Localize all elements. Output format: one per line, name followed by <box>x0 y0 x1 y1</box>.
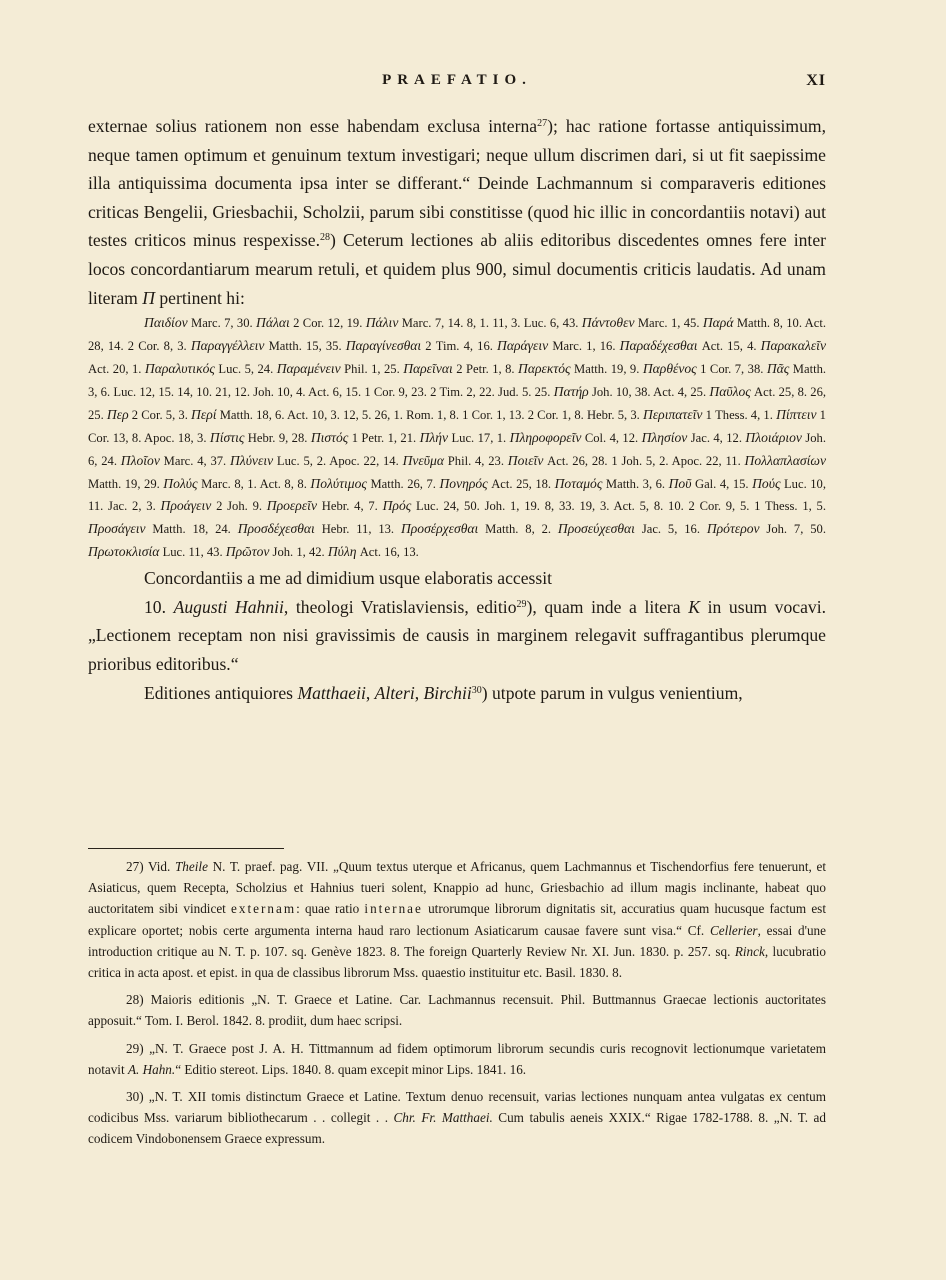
concordance-word: Πλήν <box>419 429 449 445</box>
item-number: 10. <box>144 596 174 617</box>
concordance-refs: Act. 26, 28. 1 Joh. 5, 2. Apoc. 22, 11. <box>543 453 745 468</box>
concordance-word: Παραμένειν <box>276 360 341 376</box>
concordance-word: Πλοιάριον <box>745 429 802 445</box>
text-run: Editiones antiquiores <box>144 682 298 703</box>
author-name: Chr. Fr. Matthaei. <box>393 1110 493 1126</box>
concordance-word: Πληροφορεῖν <box>509 429 582 445</box>
concordance-refs: Marc. 4, 37. <box>159 453 230 468</box>
concordance-word: Παῦλος <box>709 383 751 399</box>
concordance-refs: Joh. 7, 50. <box>759 522 826 537</box>
concordance-word: Πολύτιμος <box>310 475 367 491</box>
concordance-refs: Luc. 11, 43. <box>159 545 226 560</box>
author-name: Birchii <box>423 682 472 703</box>
concordance-refs: 1 Thess. 4, 1. <box>702 407 777 422</box>
concordance-word: Παρεῖναι <box>403 360 453 376</box>
text-run: in usum vocavi. „Lectionem receptam non nisi gravissimis de causis in marginem relegavit suffragantibus plerumque prioribus editoribus.“ <box>88 596 826 674</box>
text-run: , <box>414 682 424 703</box>
footnote-ref-28: 28 <box>319 232 330 244</box>
footnote-29 <box>88 1038 826 1080</box>
main-text <box>88 112 826 707</box>
concordance-refs: 2 Petr. 1, 8. <box>452 361 519 376</box>
footnote-ref-29: 29 <box>516 598 527 610</box>
concordance-refs: Matth. 19, 29. <box>88 476 164 491</box>
concordance-refs: Col. 4, 12. <box>581 430 642 445</box>
concordance-word: Περί <box>191 406 217 422</box>
concordance-refs: Act. 16, 13. <box>356 545 419 560</box>
running-head: PRAEFATIO. <box>382 72 532 88</box>
concordance-word: Πονηρός <box>439 475 488 491</box>
concordance-word: Προσεύχεσθαι <box>557 521 635 537</box>
concordance-refs: Hebr. 11, 13. <box>314 522 401 537</box>
concordance-word: Πάντοθεν <box>581 315 635 331</box>
concordance-refs: Act. 20, 1. <box>88 361 145 376</box>
concordance-word: Πρῶτον <box>225 544 270 560</box>
concordance-refs: Jac. 5, 16. <box>634 522 707 537</box>
concordance-word: Πύλη <box>327 544 357 560</box>
concordance-word: Προσάγειν <box>88 521 146 537</box>
concordance-refs: Matth. 18, 24. <box>145 522 238 537</box>
concordance-word: Πούς <box>752 475 781 491</box>
text-run: ), quam inde a litera <box>526 596 689 617</box>
text-run: , <box>365 682 375 703</box>
concordance-word: Πολλαπλασίων <box>744 452 826 468</box>
concordance-refs: 2 Joh. 9. <box>211 499 267 514</box>
concordance-refs: Gal. 4, 15. <box>691 476 753 491</box>
concordance-refs: Phil. 1, 25. <box>340 361 404 376</box>
concordance-refs: Jac. 4, 12. <box>687 430 746 445</box>
concordance-refs: Matth. 26, 7. <box>366 476 440 491</box>
concordance-word: Παρθένος <box>642 360 697 376</box>
concordance-refs: Luc. 5, 2. Apoc. 22, 14. <box>273 453 403 468</box>
footnote-30 <box>88 1086 826 1150</box>
concordance-refs: Marc. 1, 16. <box>548 339 620 354</box>
concordance-refs: Matth. 3, 6. <box>602 476 669 491</box>
letter-k: K <box>688 596 700 617</box>
concordance-refs: Marc. 1, 45. <box>634 316 703 331</box>
text-run: , lucubratio critica in acta apost. et epist. in qua de classibus librorum Mss. quaestio instituitur etc. Basil. 1830. 8. <box>88 943 827 981</box>
concordance-refs: Marc. 7, 14. 8, 1. 11, 3. Luc. 6, 43. <box>398 316 582 331</box>
text-run: N. T. praef. pag. VII. „Quum textus uterque et Africanus, quem Lachmannus et Tischendorfius fere tenuerunt, et Asiaticus, quem Recepta, Scholzius et Hahnius tueri solent, Knappio ad hunc, Griesbachio ad illum magis inclinante, habeat quo auctoritatem sibi vindicet <box>88 859 826 917</box>
concordance-word: Πάλαι <box>256 315 290 331</box>
concordance-refs: Luc. 5, 24. <box>214 361 277 376</box>
concordance-word: Προσέρχεσθαι <box>400 521 479 537</box>
concordance-refs: 2 Cor. 12, 19. <box>289 316 366 331</box>
author-name: Augusti Hahnii <box>173 596 284 617</box>
concordance-refs: Luc. 24, 50. Joh. 1, 19. 8, 33. 19, 3. Act. 5, 8. 10. 2 Cor. 9, 5. 1 Thess. 1, 5. <box>411 499 826 514</box>
concordance-word: Περιπατεῖν <box>643 406 703 422</box>
concordance-word: Πίστις <box>209 429 245 445</box>
concordance-list <box>88 312 826 564</box>
concordance-word: Παρακαλεῖν <box>760 338 826 354</box>
author-name: Alteri <box>374 682 415 703</box>
text-run: 30) „N. T. XII tomis distinctum Graece et Latine. Textum denuo recensuit, varias lectiones nunquam antea vulgatas ex centum codicibus Mss. variarum bibliothecarum . . collegit . . <box>88 1089 826 1126</box>
concordance-word: Παραλυτικός <box>144 360 215 376</box>
concordance-word: Παραγίνεσθαι <box>345 338 422 354</box>
author-name: Cellerier <box>709 922 758 938</box>
footnote-28: 28) Maioris editionis „N. T. Graece et Latine. Car. Lachmannus recensuit. Phil. Buttmannus Graecae lectionis auctoritates apposuit.“ Tom. I. Berol. 1842. 8. prodiit, dum haec scripsi. <box>88 992 826 1029</box>
author-name: Matthaeii <box>297 682 366 703</box>
concordance-word: Παρεκτός <box>518 360 571 376</box>
concordance-word: Πλύνειν <box>229 452 274 468</box>
concordance-refs: Phil. 4, 23. <box>443 453 508 468</box>
greek-letter: Π <box>142 287 155 308</box>
author-name: Theile <box>174 859 208 874</box>
concordance-refs: 1 Petr. 1, 21. <box>348 430 420 445</box>
concordance-word: Παιδίον <box>144 315 188 331</box>
concordance-word: Προερεῖν <box>266 498 317 514</box>
concordance-refs: 1 Cor. 7, 38. <box>696 361 767 376</box>
text-run: : quae ratio <box>296 901 365 917</box>
text-run: Cum tabulis aeneis XXIX.“ Rigae 1782-1788. 8. „N. T. ad codicem Vindobonensem Graece expressum. <box>88 1110 827 1147</box>
concordance-word: Παραγγέλλειν <box>190 338 265 354</box>
page-number: XI <box>806 72 826 89</box>
concordance-refs: Matth. 15, 35. <box>264 339 346 354</box>
spaced-word: externam <box>231 901 297 917</box>
paragraph-2: Concordantiis a me ad dimidium usque elaboratis accessit <box>144 568 552 589</box>
concordance-refs: Matth. 18, 6. Act. 10, 3. 12, 5. 26, 1. Rom. 1, 8. 1 Cor. 1, 13. 2 Cor. 1, 8. Hebr. 5, 3. <box>216 407 643 422</box>
text-run: , essai d'une introduction critique au N. T. p. 107. sq. Genève 1823. 8. The foreign Quarterly Review Nr. XI. Jun. 1830. p. 257. sq. <box>88 922 826 959</box>
concordance-word: Ποῦ <box>668 475 692 491</box>
concordance-refs: Matth. 19, 9. <box>570 361 643 376</box>
concordance-word: Πολύς <box>163 475 198 491</box>
concordance-refs: Hebr. 4, 7. <box>316 499 383 514</box>
text-run: ); hac ratione fortasse antiquissimum, neque tamen optimum et genuinum textum investigari; neque ullum discrimen dari, si ut fit saepissime illa antiquissima documenta ipsa inter se differant.“ Deinde Lachmannum si comparaveris editiones criticas Bengelii, Griesbachii, Scholzii, parum sibi constitisse (quod hic illic in concordantiis notavi) aut testes criticos minus respexisse. <box>88 116 827 251</box>
concordance-word: Πλησίον <box>641 429 688 445</box>
concordance-word: Παράγειν <box>497 338 549 354</box>
spaced-word: internae <box>364 901 423 917</box>
concordance-refs: Joh. 10, 38. Act. 4, 25. <box>588 384 710 399</box>
concordance-word: Προάγειν <box>160 498 212 514</box>
footnote-ref-30: 30 <box>471 684 482 696</box>
concordance-word: Παρά <box>702 315 734 331</box>
author-name: A. Hahn. <box>127 1061 176 1077</box>
concordance-word: Ποταμός <box>554 475 603 491</box>
text-run: , theologi Vratislaviensis, editio <box>283 596 517 617</box>
concordance-refs: Joh. 1, 42. <box>269 545 328 560</box>
text-run: 27) Vid. <box>126 859 175 874</box>
concordance-refs: Luc. 10, 11. Jac. 2, 3. <box>88 476 826 514</box>
concordance-word: Παραδέχεσθαι <box>619 338 698 354</box>
concordance-word: Πιστός <box>310 429 349 445</box>
concordance-word: Πρωτοκλισία <box>88 544 160 560</box>
author-name: Rinck <box>734 943 765 959</box>
footnotes <box>88 856 826 1156</box>
text-run: ) utpote parum in vulgus venientium, <box>481 682 743 703</box>
concordance-refs: Act. 15, 4. <box>697 339 761 354</box>
text-run: externae solius rationem non esse habendam exclusa interna <box>88 116 538 136</box>
concordance-refs: Marc. 8, 1. Act. 8, 8. <box>197 476 311 491</box>
text-run: 29) „N. T. Graece post J. A. H. Tittmannum ad fidem optimorum librorum secundis curis recognovit lectionumque varietatem notavit <box>88 1040 826 1077</box>
concordance-refs: 1 Cor. 13, 8. Apoc. 18, 3. <box>88 407 826 445</box>
concordance-refs: Matth. 8, 10. Act. 28, 14. 2 Cor. 8, 3. <box>88 316 826 354</box>
paragraph-4 <box>88 679 826 708</box>
concordance-refs: Hebr. 9, 28. <box>244 430 311 445</box>
concordance-refs: 2 Tim. 4, 16. <box>421 339 498 354</box>
concordance-refs: Act. 25, 8. 26, 25. <box>88 384 827 422</box>
text-run: utrorumque librorum dignitatis sit, accuratius quam hucusque factum est explicare oportet; nobis certe argumenta interna haud raro lectionum Asiaticarum causae favere sunt visa.“ Cf. <box>88 901 826 938</box>
text-run: pertinent hi: <box>154 287 245 308</box>
concordance-word: Πρότερον <box>706 521 760 537</box>
footnote-rule <box>88 848 284 849</box>
paragraph-1 <box>88 112 826 312</box>
concordance-word: Πρός <box>382 498 412 514</box>
concordance-refs: Marc. 7, 30. <box>187 316 257 331</box>
concordance-word: Προσδέχεσθαι <box>237 521 315 537</box>
concordance-refs: Joh. 6, 24. <box>88 430 827 468</box>
concordance-word: Πνεῦμα <box>402 452 444 468</box>
paragraph-3 <box>88 593 826 679</box>
concordance-word: Περ <box>106 406 129 422</box>
concordance-word: Πατήρ <box>553 383 589 399</box>
concordance-refs: 2 Cor. 5, 3. <box>128 407 192 422</box>
concordance-refs: Matth. 3, 6. Luc. 12, 15. 14, 10. 21, 12. Joh. 10, 4. Act. 6, 15. 1 Cor. 9, 23. 2 Tim. 2, 22. Jud. 5. 25. <box>88 361 827 399</box>
concordance-refs: Matth. 8, 2. <box>478 522 558 537</box>
text-run: “ Editio stereot. Lips. 1840. 8. quam excepit minor Lips. 1841. 16. <box>175 1061 527 1077</box>
concordance-word: Πᾶς <box>766 360 790 376</box>
concordance-word: Ποιεῖν <box>507 452 544 468</box>
footnote-27 <box>88 856 826 983</box>
concordance-refs: Luc. 17, 1. <box>448 430 510 445</box>
text-run: ) Ceterum lectiones ab aliis editoribus discedentes omnes fere inter locos concordantiarum mearum retuli, et quidem plus 900, simul documentis criticis laudatis. Ad unam literam <box>88 230 826 308</box>
concordance-word: Πλοῖον <box>120 452 160 468</box>
concordance-word: Πίπτειν <box>776 406 817 422</box>
concordance-word: Πάλιν <box>365 315 399 331</box>
concordance-refs: Act. 25, 18. <box>487 476 555 491</box>
footnote-ref-27: 27 <box>537 118 548 129</box>
